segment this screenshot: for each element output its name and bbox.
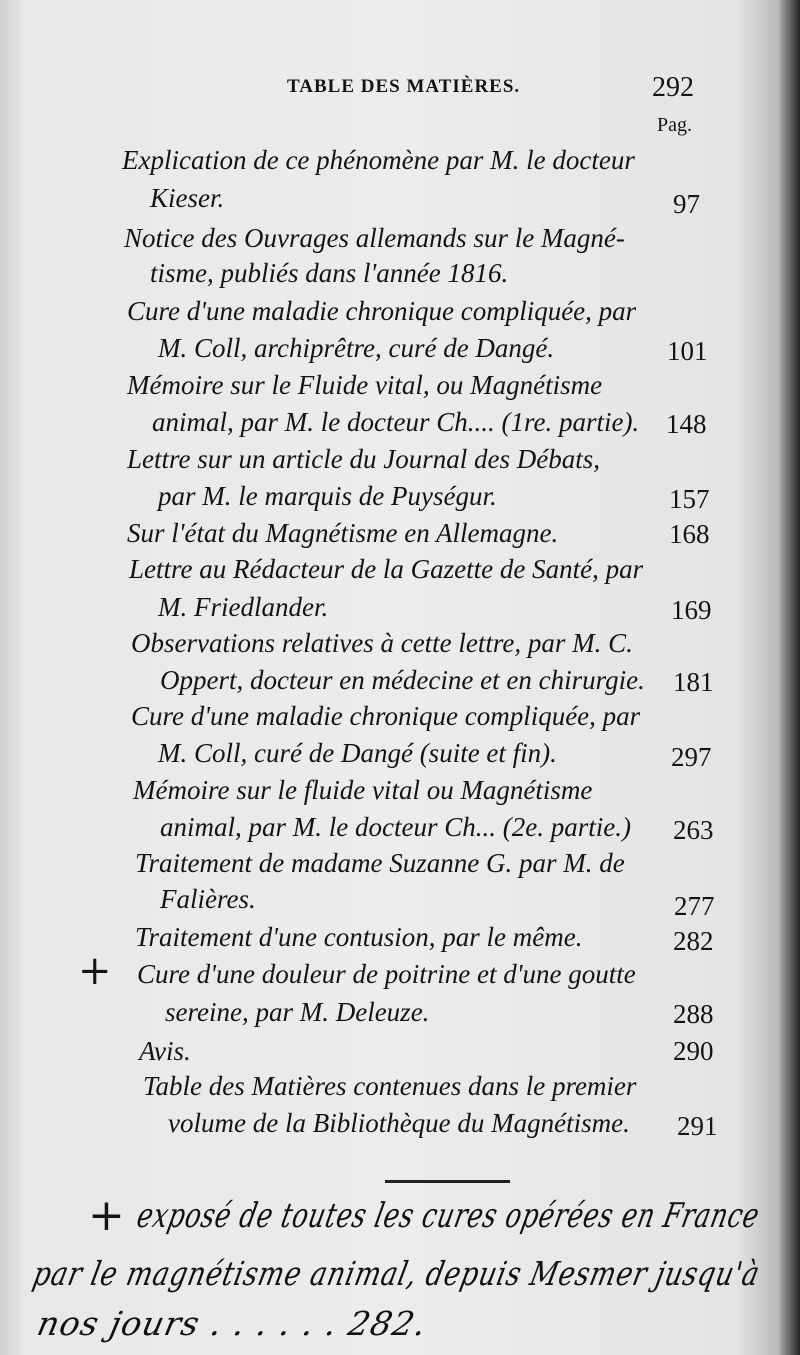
toc-entry-line: M. Coll, curé de Dangé (suite et fin).: [158, 738, 557, 768]
toc-entry-line: sereine, par M. Deleuze.: [165, 997, 430, 1027]
handwritten-line: par le magnétisme animal, depuis Mesmer jusqu'à: [29, 1254, 764, 1293]
toc-entry-line: Sur l'état du Magnétisme en Allemagne.: [127, 518, 559, 548]
page-gutter-shadow: [778, 0, 800, 1355]
page-number: 292: [652, 72, 694, 103]
toc-entry-line: par M. le marquis de Puységur.: [158, 481, 497, 511]
toc-entry-line: animal, par M. le docteur Ch... (2e. partie.): [160, 812, 631, 842]
section-rule: [385, 1180, 510, 1183]
margin-cross-mark: +: [78, 948, 112, 994]
toc-entry-line: Lettre sur un article du Journal des Débats,: [127, 444, 600, 474]
toc-entry-page: 288: [673, 999, 714, 1029]
toc-entry-page: 290: [673, 1036, 714, 1066]
toc-entry-line: Traitement d'une contusion, par le même.: [135, 922, 583, 952]
toc-entry-page: 297: [671, 742, 712, 772]
toc-entry-page: 291: [677, 1111, 718, 1141]
toc-entry-line: Cure d'une douleur de poitrine et d'une goutte: [137, 959, 636, 989]
handwritten-line: exposé de toutes les cures opérées en France: [133, 1196, 764, 1236]
toc-entry-line: Table des Matières contenues dans le premier: [143, 1071, 637, 1101]
toc-entry-line: M. Friedlander.: [158, 592, 329, 622]
toc-entry-line: Kieser.: [150, 183, 225, 213]
toc-entry-line: Traitement de madame Suzanne G. par M. de: [135, 848, 625, 878]
toc-entry-line: Explication de ce phénomène par M. le docteur: [122, 145, 635, 175]
toc-entry-page: 277: [674, 891, 715, 921]
toc-entry-line: volume de la Bibliothèque du Magnétisme.: [168, 1108, 630, 1138]
toc-entry-page: 169: [671, 595, 712, 625]
toc-entry-line: Mémoire sur le fluide vital ou Magnétisme: [133, 775, 593, 805]
toc-entry-line: Cure d'une maladie chronique compliquée, par: [131, 701, 641, 731]
toc-entry-page: 282: [673, 926, 714, 956]
running-head: [0, 72, 800, 106]
toc-entry-line: animal, par M. le docteur Ch.... (1re. partie).: [152, 407, 640, 437]
toc-entry-page: 101: [667, 336, 708, 366]
toc-entry-page: 97: [673, 189, 700, 219]
toc-entry-page: 157: [669, 484, 710, 514]
toc-entry-line: Notice des Ouvrages allemands sur le Magné-: [124, 223, 625, 253]
toc-entry-page: 263: [673, 815, 714, 845]
toc-entry-line: Observations relatives à cette lettre, par M. C.: [131, 628, 633, 658]
handwritten-cross-mark: +: [88, 1190, 125, 1241]
toc-entry-page: 168: [669, 519, 710, 549]
running-title: TABLE DES MATIÈRES.: [287, 76, 521, 97]
toc-entry-line: Lettre au Rédacteur de la Gazette de Santé, par: [129, 554, 644, 584]
toc-entry-line: Cure d'une maladie chronique compliquée, par: [127, 296, 637, 326]
toc-entry-line: M. Coll, archiprêtre, curé de Dangé.: [158, 333, 555, 363]
toc-entry-page: 148: [666, 409, 707, 439]
toc-entry-page: 181: [673, 667, 714, 697]
toc-entry-line: Falières.: [160, 884, 256, 914]
toc-entry-line: Mémoire sur le Fluide vital, ou Magnétisme: [127, 370, 603, 400]
toc-entry-line: tisme, publiés dans l'année 1816.: [150, 258, 509, 288]
pag-column-label: Pag.: [657, 114, 692, 136]
toc-entry-line: Avis.: [139, 1036, 191, 1066]
toc-entry-line: Oppert, docteur en médecine et en chirurgie.: [160, 665, 645, 695]
handwritten-line: nos jours . . . . . . 282.: [33, 1304, 431, 1343]
